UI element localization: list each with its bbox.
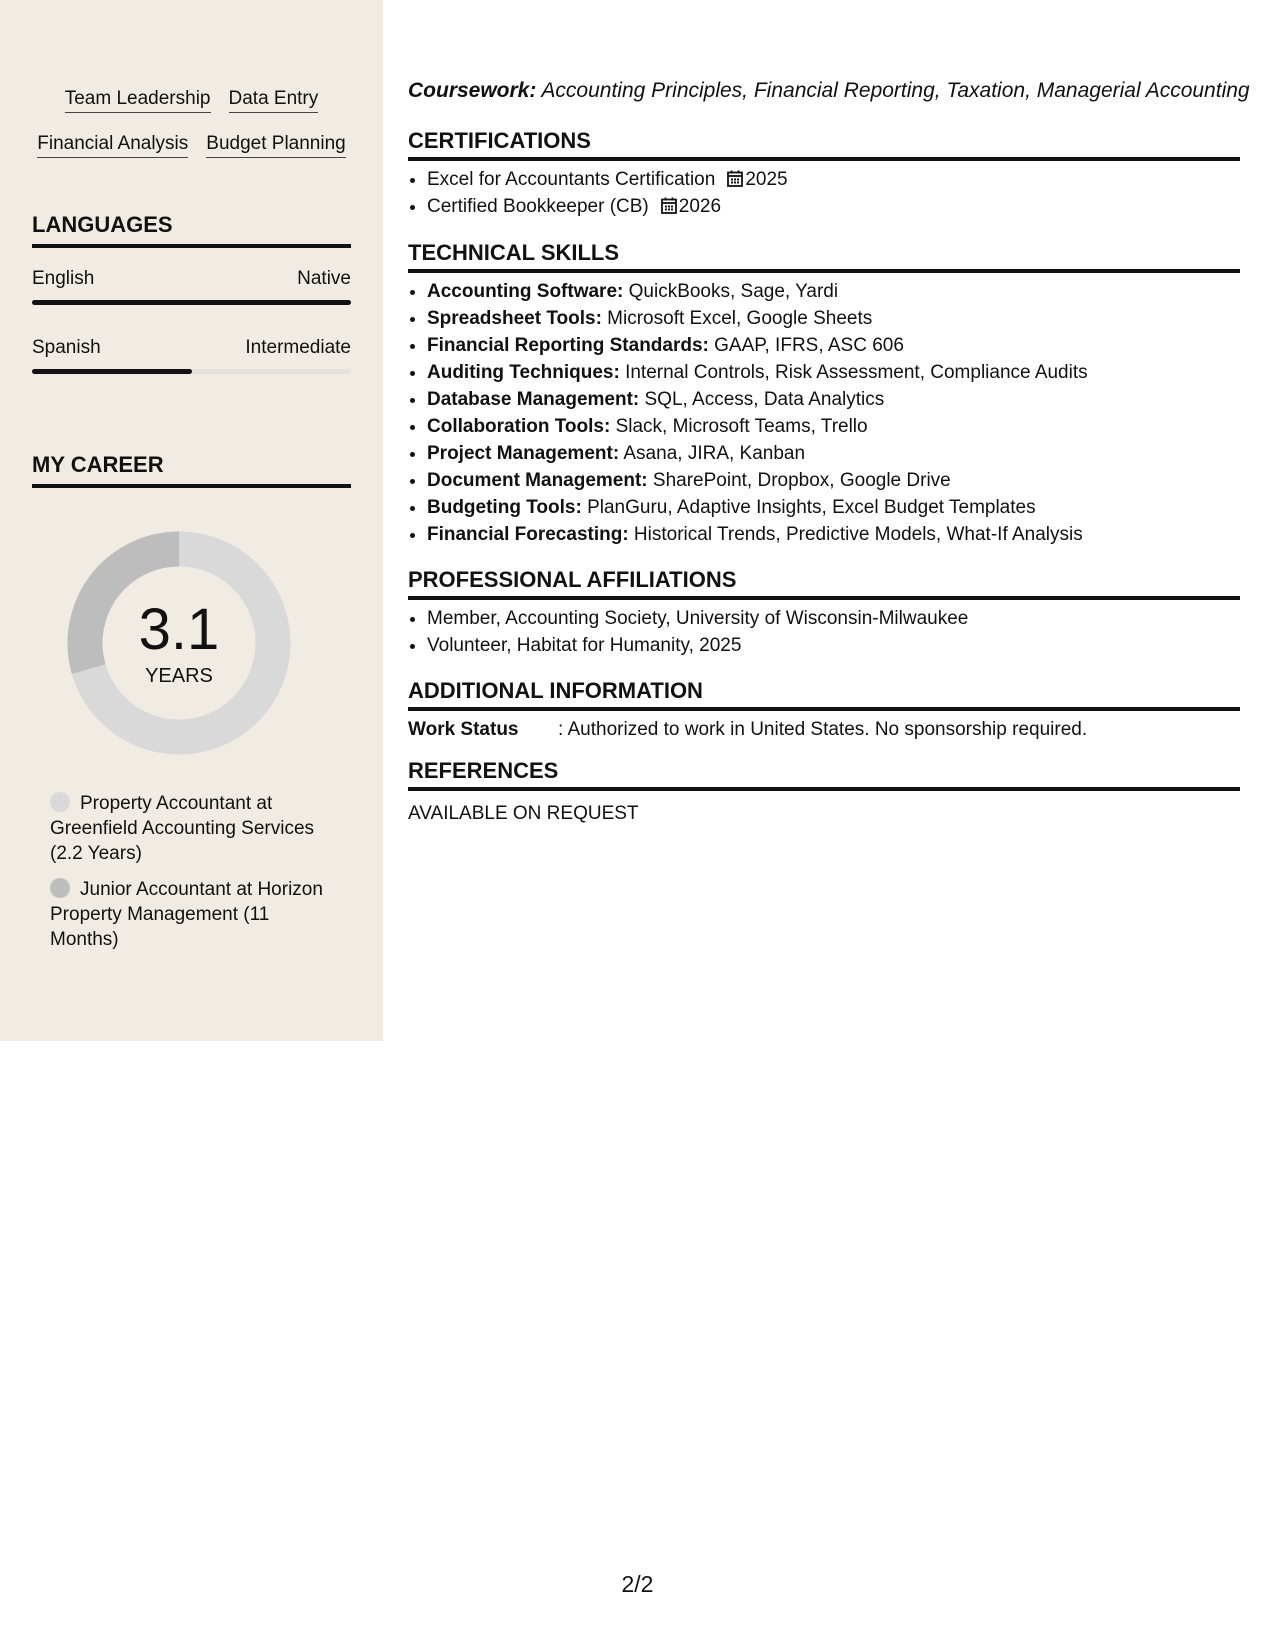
list-item: • Member, Accounting Society, University of Wisconsin-Milwaukee (427, 605, 1239, 632)
skill-value: Asana, JIRA, Kanban (619, 443, 806, 464)
skill-label: Budgeting Tools: (427, 497, 582, 518)
certification-year: 2026 (678, 196, 722, 217)
skill-label: Financial Reporting Standards: (427, 335, 709, 356)
language-name: English (32, 268, 95, 289)
calendar-icon (727, 170, 743, 187)
list-item (427, 278, 1239, 305)
affiliations-heading: PROFESSIONAL AFFILIATIONS (408, 567, 1240, 600)
skill-label: Database Management: (427, 389, 640, 410)
certification-year: 2025 (745, 169, 788, 190)
certification-name: Certified Bookkeeper (CB) (427, 196, 649, 217)
list-item (427, 332, 1239, 359)
skill-tag: Data Entry (229, 88, 319, 113)
work-status-label: Work Status (408, 719, 519, 740)
language-proficiency-fill (32, 300, 351, 305)
coursework-text: Accounting Principles, Financial Reporting, Taxation, Managerial Accounting (536, 79, 1250, 102)
language-proficiency-bar (32, 369, 351, 374)
skill-label: Spreadsheet Tools: (427, 308, 602, 329)
technical-skills-heading: TECHNICAL SKILLS (408, 240, 1240, 273)
skill-label: Financial Forecasting: (427, 524, 629, 545)
languages-heading: LANGUAGES (32, 212, 351, 248)
list-item (427, 440, 1239, 467)
additional-information-heading: ADDITIONAL INFORMATION (408, 678, 1240, 711)
list-item (427, 386, 1239, 413)
certifications-heading: CERTIFICATIONS (408, 128, 1240, 161)
coursework (408, 78, 1250, 104)
list-item (427, 305, 1239, 332)
skill-label: Project Management: (427, 443, 620, 464)
technical-skills-list (408, 278, 1239, 548)
sidebar (0, 0, 383, 1041)
language-level: Intermediate (245, 337, 351, 358)
language-proficiency-bar (32, 300, 351, 305)
list-item (427, 193, 1239, 220)
career-item-text: Junior Accountant at Horizon Property Management (11 Months) (50, 879, 323, 950)
career-item (50, 877, 330, 952)
affiliations-list (408, 605, 1239, 659)
calendar-icon (661, 197, 677, 214)
career-legend-dot (50, 792, 70, 812)
language-proficiency-fill (32, 369, 192, 374)
list-item (427, 413, 1239, 440)
work-status-value: : Authorized to work in United States. No sponsorship required. (558, 719, 1088, 740)
list-item (427, 166, 1239, 193)
certification-name: Excel for Accountants Certification (427, 169, 716, 190)
skill-label: Collaboration Tools: (427, 416, 611, 437)
career-total-unit: YEARS (145, 665, 213, 687)
career-legend-dot (50, 878, 70, 898)
language-row (32, 337, 351, 359)
skill-label: Document Management: (427, 470, 648, 491)
list-item: • Volunteer, Habitat for Humanity, 2025 (427, 632, 1239, 659)
skill-value: Internal Controls, Risk Assessment, Compliance Audits (619, 362, 1088, 383)
skills-row (0, 88, 383, 113)
career-total-value: 3.1 (138, 597, 220, 662)
list-item (427, 359, 1239, 386)
skill-tag: Team Leadership (65, 88, 211, 113)
skill-value: Slack, Microsoft Teams, Trello (610, 416, 868, 437)
work-status (408, 718, 1087, 742)
skill-value: Microsoft Excel, Google Sheets (601, 308, 873, 329)
references-heading: REFERENCES (408, 758, 1240, 791)
list-item (427, 521, 1239, 548)
language-row (32, 268, 351, 290)
skill-value: SharePoint, Dropbox, Google Drive (647, 470, 951, 491)
skill-tag: Financial Analysis (37, 133, 188, 158)
skill-value: SQL, Access, Data Analytics (639, 389, 885, 410)
skill-value: PlanGuru, Adaptive Insights, Excel Budget Templates (581, 497, 1036, 518)
skill-value: GAAP, IFRS, ASC 606 (708, 335, 904, 356)
certifications-list (408, 166, 1239, 220)
skill-value: Historical Trends, Predictive Models, What-If Analysis (628, 524, 1083, 545)
list-item (427, 494, 1239, 521)
skill-tag: Budget Planning (206, 133, 345, 158)
page-number: 2/2 (621, 1571, 654, 1597)
coursework-label: Coursework: (408, 79, 537, 102)
language-level: Native (297, 268, 351, 289)
career-heading: MY CAREER (32, 452, 351, 488)
career-item-text: Property Accountant at Greenfield Accounting Services (2.2 Years) (50, 793, 315, 864)
list-item (427, 467, 1239, 494)
references-text: AVAILABLE ON REQUEST (408, 803, 639, 824)
skills-row (0, 133, 383, 158)
skill-label: Auditing Techniques: (427, 362, 620, 383)
skill-value: QuickBooks, Sage, Yardi (623, 281, 839, 302)
skill-label: Accounting Software: (427, 281, 624, 302)
language-name: Spanish (32, 337, 101, 358)
career-item (50, 791, 330, 866)
